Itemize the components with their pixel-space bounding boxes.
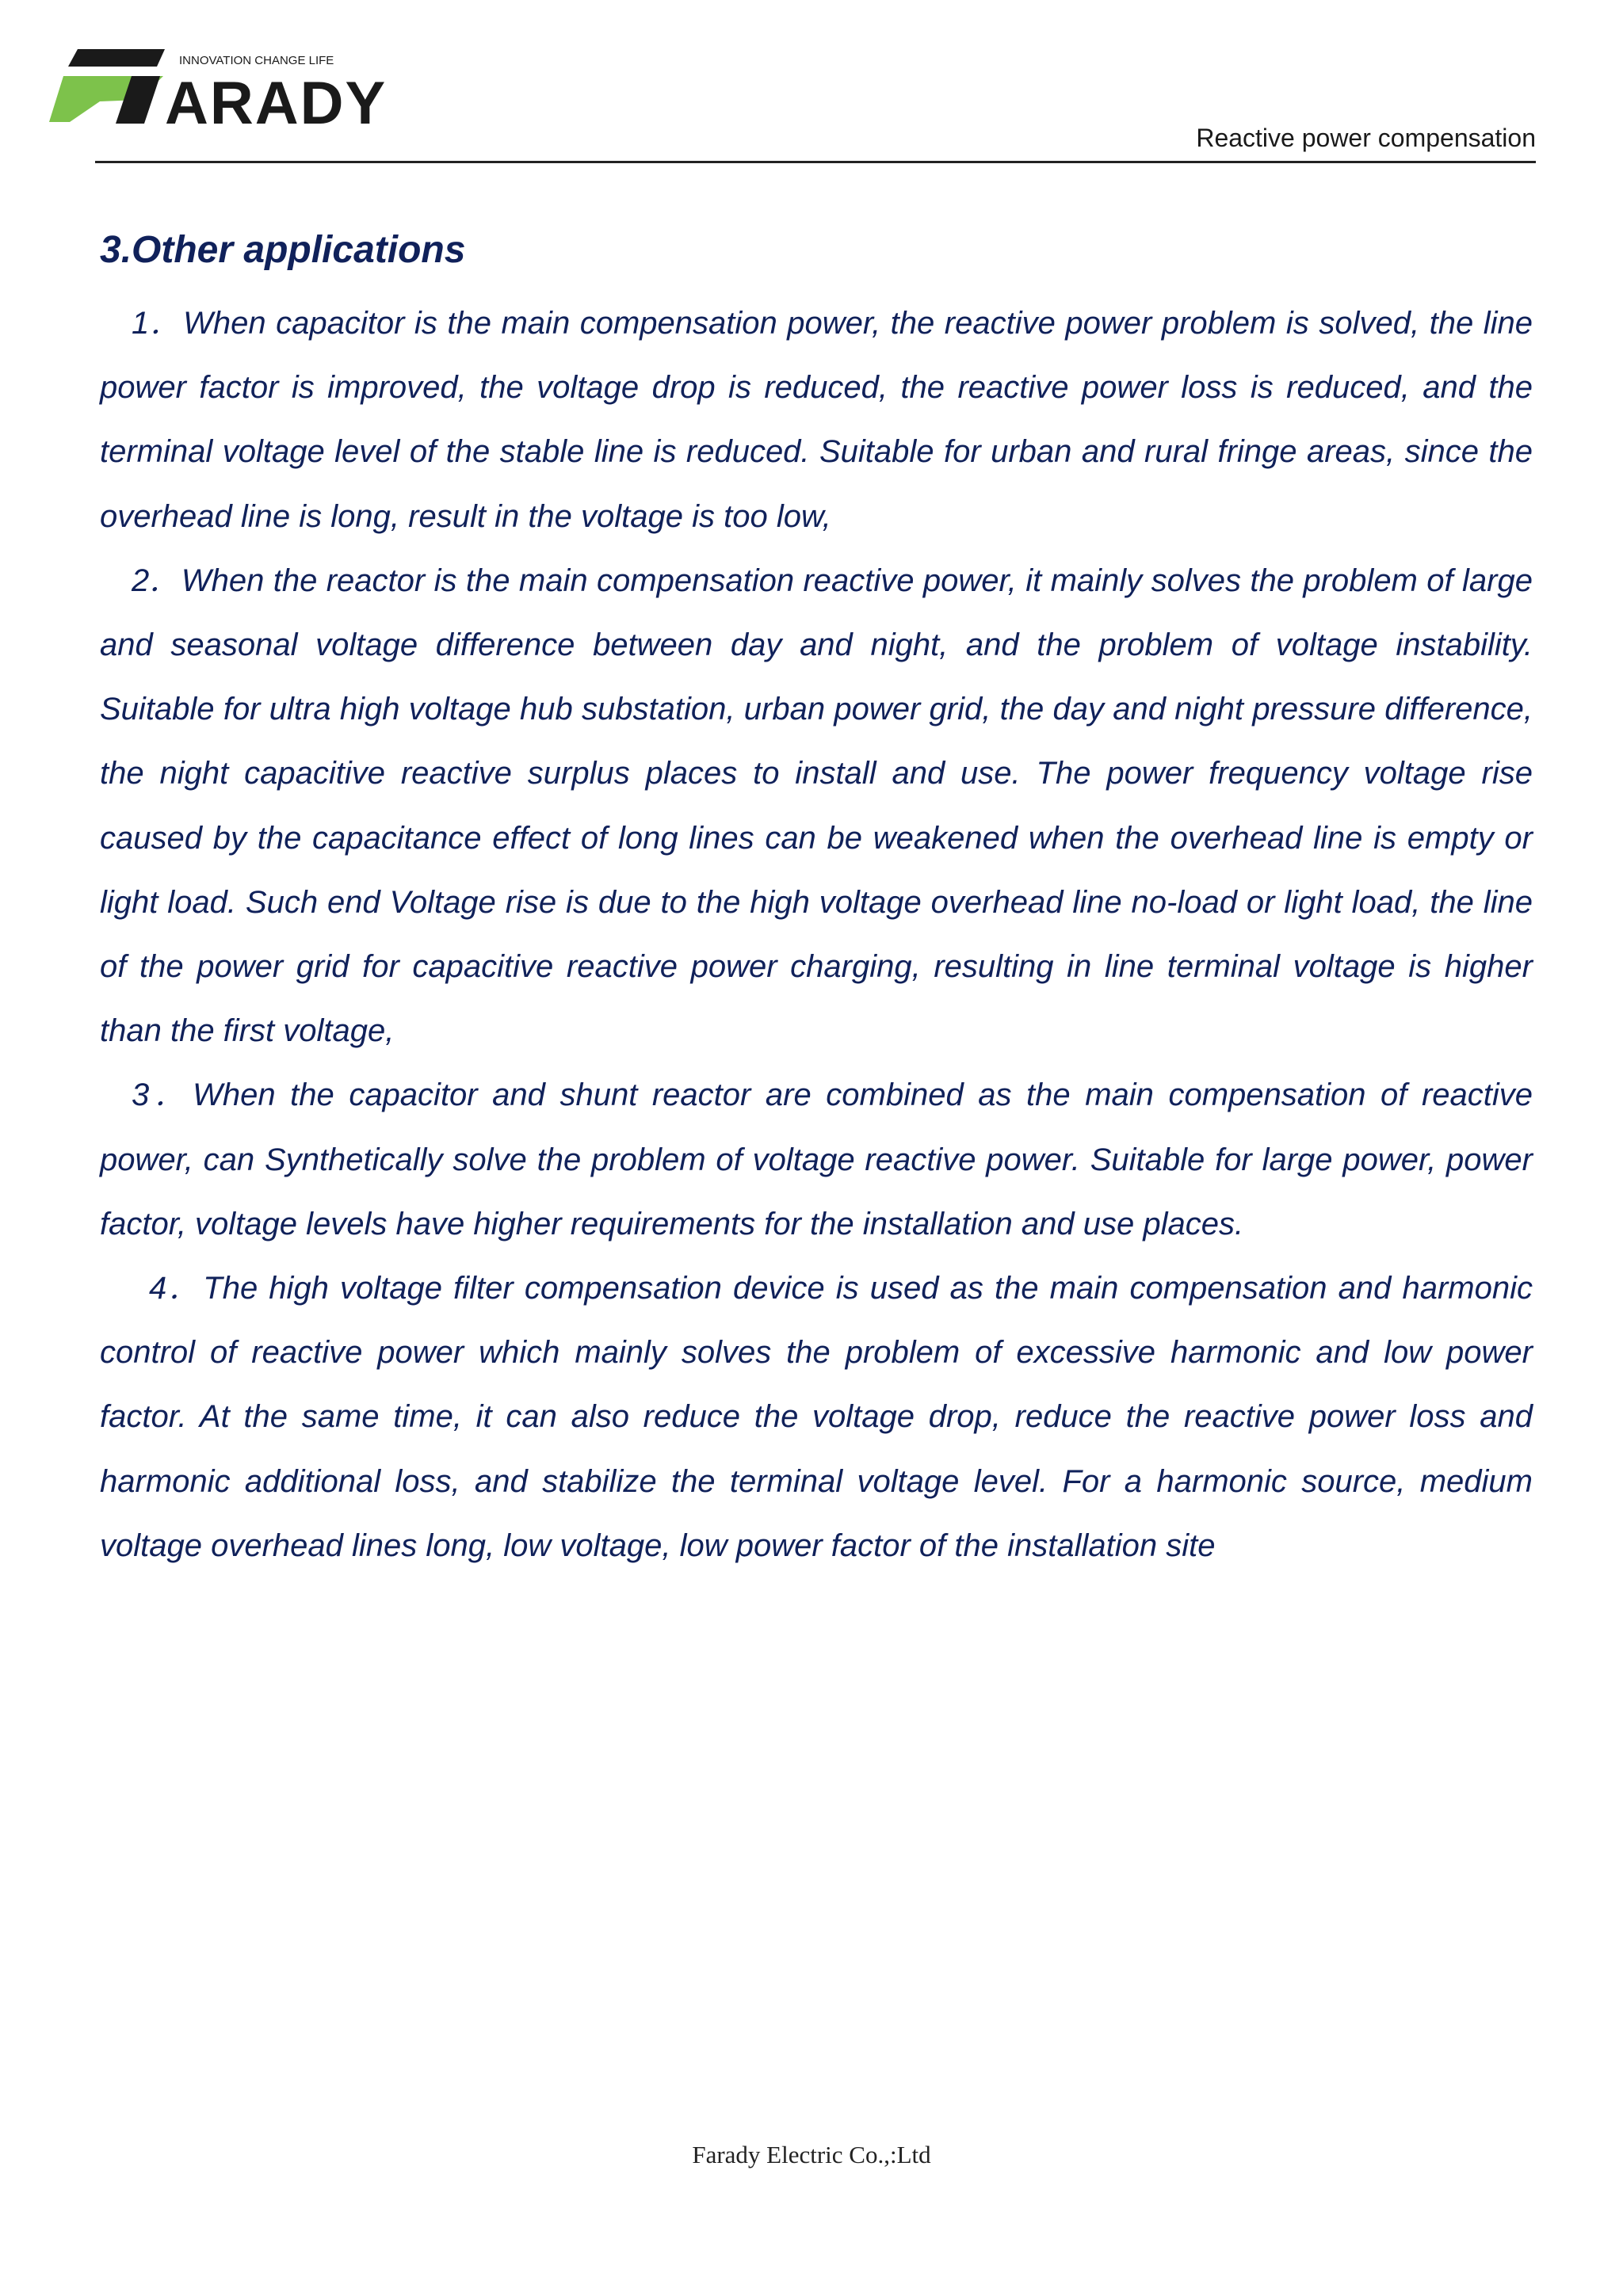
document-title: Reactive power compensation (1196, 124, 1536, 152)
paragraph-text: When capacitor is the main compensation power, the reactive power problem is solved, the line power factor is improved, the voltage drop is reduced, the reactive power loss is reduced, and the terminal voltage level of the stable line is reduced. Suitable for urban and rural fringe areas, since the overhead line is long, result in the voltage is too low, (100, 306, 1533, 534)
farady-logo (46, 44, 411, 133)
paragraph-number: 3． (132, 1077, 193, 1113)
paragraph-number: 1． (132, 306, 184, 341)
paragraph-text: When the reactor is the main compensation reactive power, it mainly solves the problem of large and seasonal voltage difference between day and night, and the problem of voltage instability. Suitable for ultra high voltage hub substation, urban power grid, the day and night pressure difference, the night capacitive reactive surplus places to install and use. The power frequency voltage rise caused by the capacitance effect of long lines can be weakened when the overhead line is empty or light load. Such end Voltage rise is due to the high voltage overhead line no-load or light load, the line of the power grid for capacitive reactive power charging, resulting in line terminal voltage is higher than the first voltage, (100, 563, 1533, 1049)
paragraph-1 (100, 292, 1533, 549)
paragraph-2 (100, 549, 1533, 1064)
paragraph-text: The high voltage filter compensation device is used as the main compensation and harmonic control of reactive power which mainly solves the problem of excessive harmonic and low power factor. At the same time, it can also reduce the voltage drop, reduce the reactive power loss and harmonic additional loss, and stabilize the terminal voltage level. For a harmonic source, medium voltage overhead lines long, low voltage, low power factor of the installation site (100, 1271, 1533, 1563)
paragraph-text: When the capacitor and shunt reactor are combined as the main compensation of reactive power, can Synthetically solve the problem of voltage reactive power. Suitable for large power, power factor, voltage levels have higher requirements for the installation and use places. (100, 1077, 1533, 1241)
paragraph-number: 2． (132, 563, 181, 598)
section-heading: 3.Other applications (100, 229, 466, 271)
paragraph-number: 4． (149, 1271, 204, 1306)
header-divider (95, 161, 1536, 163)
footer-company: Farady Electric Co.,:Ltd (692, 2141, 931, 2168)
logo-tagline: INNOVATION CHANGE LIFE (179, 54, 334, 67)
paragraph-3 (100, 1063, 1533, 1257)
logo-mark-top-bar (68, 49, 165, 67)
logo-wordmark: ARADY (165, 70, 388, 133)
paragraph-4 (100, 1257, 1533, 1578)
page-body (100, 220, 1533, 1578)
